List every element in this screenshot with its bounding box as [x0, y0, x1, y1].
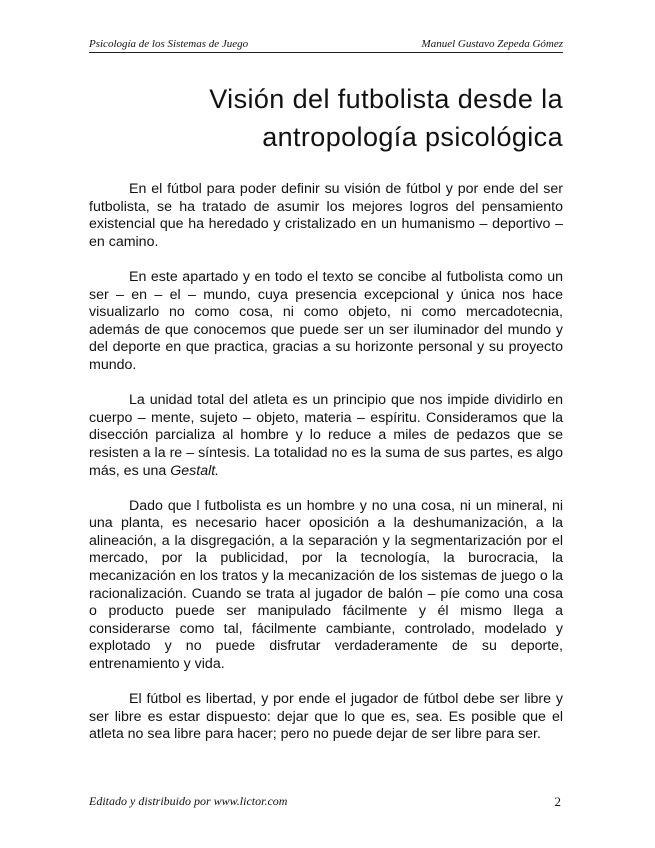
- paragraph-5: El fútbol es libertad, y por ende el jugador de fútbol debe ser libre y ser libre es estar dispuesto: dejar que lo que es, sea. Es posible que el atleta no sea libre para hacer; pero no puede dejar de ser libre para ser.: [89, 691, 563, 743]
- header-book-title: Psicología de los Sistemas de Juego: [89, 38, 249, 50]
- page-number: 2: [554, 794, 561, 809]
- paragraph-2: En este apartado y en todo el texto se concibe al futbolista como un ser – en – el – mundo, cuya presencia excepcional y única nos hace visualizarlo no como cosa, ni como objeto, ni como mercadotecnia, además de que conocemos que puede ser un ser iluminador del mundo y del deporte en que practica, gracias a su horizonte personal y su proyecto mundo.: [89, 268, 563, 373]
- chapter-title: [83, 80, 563, 156]
- paragraph-1: En el fútbol para poder definir su visión de fútbol y por ende del ser futbolista, se ha tratado de asumir los mejores logros del pensamiento existencial que ha heredado y cristalizado en un humanismo – deportivo – en camino.: [89, 181, 563, 250]
- paragraph-4: Dado que l futbolista es un hombre y no una cosa, ni un mineral, ni una planta, es necesario hacer oposición a la deshumanización, a la alineación, a la disgregación, a la separación y la segmentarización por el mercado, por la publicidad, por la tecnología, la burocracia, la mecanización en los tratos y la mecanización de los sistemas de juego o la racionalización. Cuando se trata al jugador de balón – píe como una cosa o producto puede ser manipulado fácilmente y él mismo llega a considerarse como tal, fácilmente cambiante, controlado, modelado y explotado y no puede disfrutar verdaderamente de su deporte, entrenamiento y vida.: [89, 497, 563, 673]
- body-text: [89, 181, 563, 762]
- footer-publisher: Editado y distribuido por www.lictor.com: [89, 794, 288, 808]
- gestalt-emphasis: Gestalt.: [170, 462, 220, 479]
- page-header: [89, 36, 563, 53]
- chapter-title-line-1: Visión del futbolista desde la: [209, 84, 563, 114]
- chapter-title-line-2: antropología psicológica: [262, 122, 563, 152]
- paragraph-3: La unidad total del atleta es un principio que nos impide dividirlo en cuerpo – mente, sujeto – objeto, materia – espíritu. Consideramos que la disección parcializa al hombre y lo reduce a miles de pedazos que se resisten a la re – síntesis. La totalidad no es la suma de sus partes, es algo más, es una Gestalt.: [89, 392, 563, 479]
- header-author: Manuel Gustavo Zepeda Gómez: [421, 38, 563, 50]
